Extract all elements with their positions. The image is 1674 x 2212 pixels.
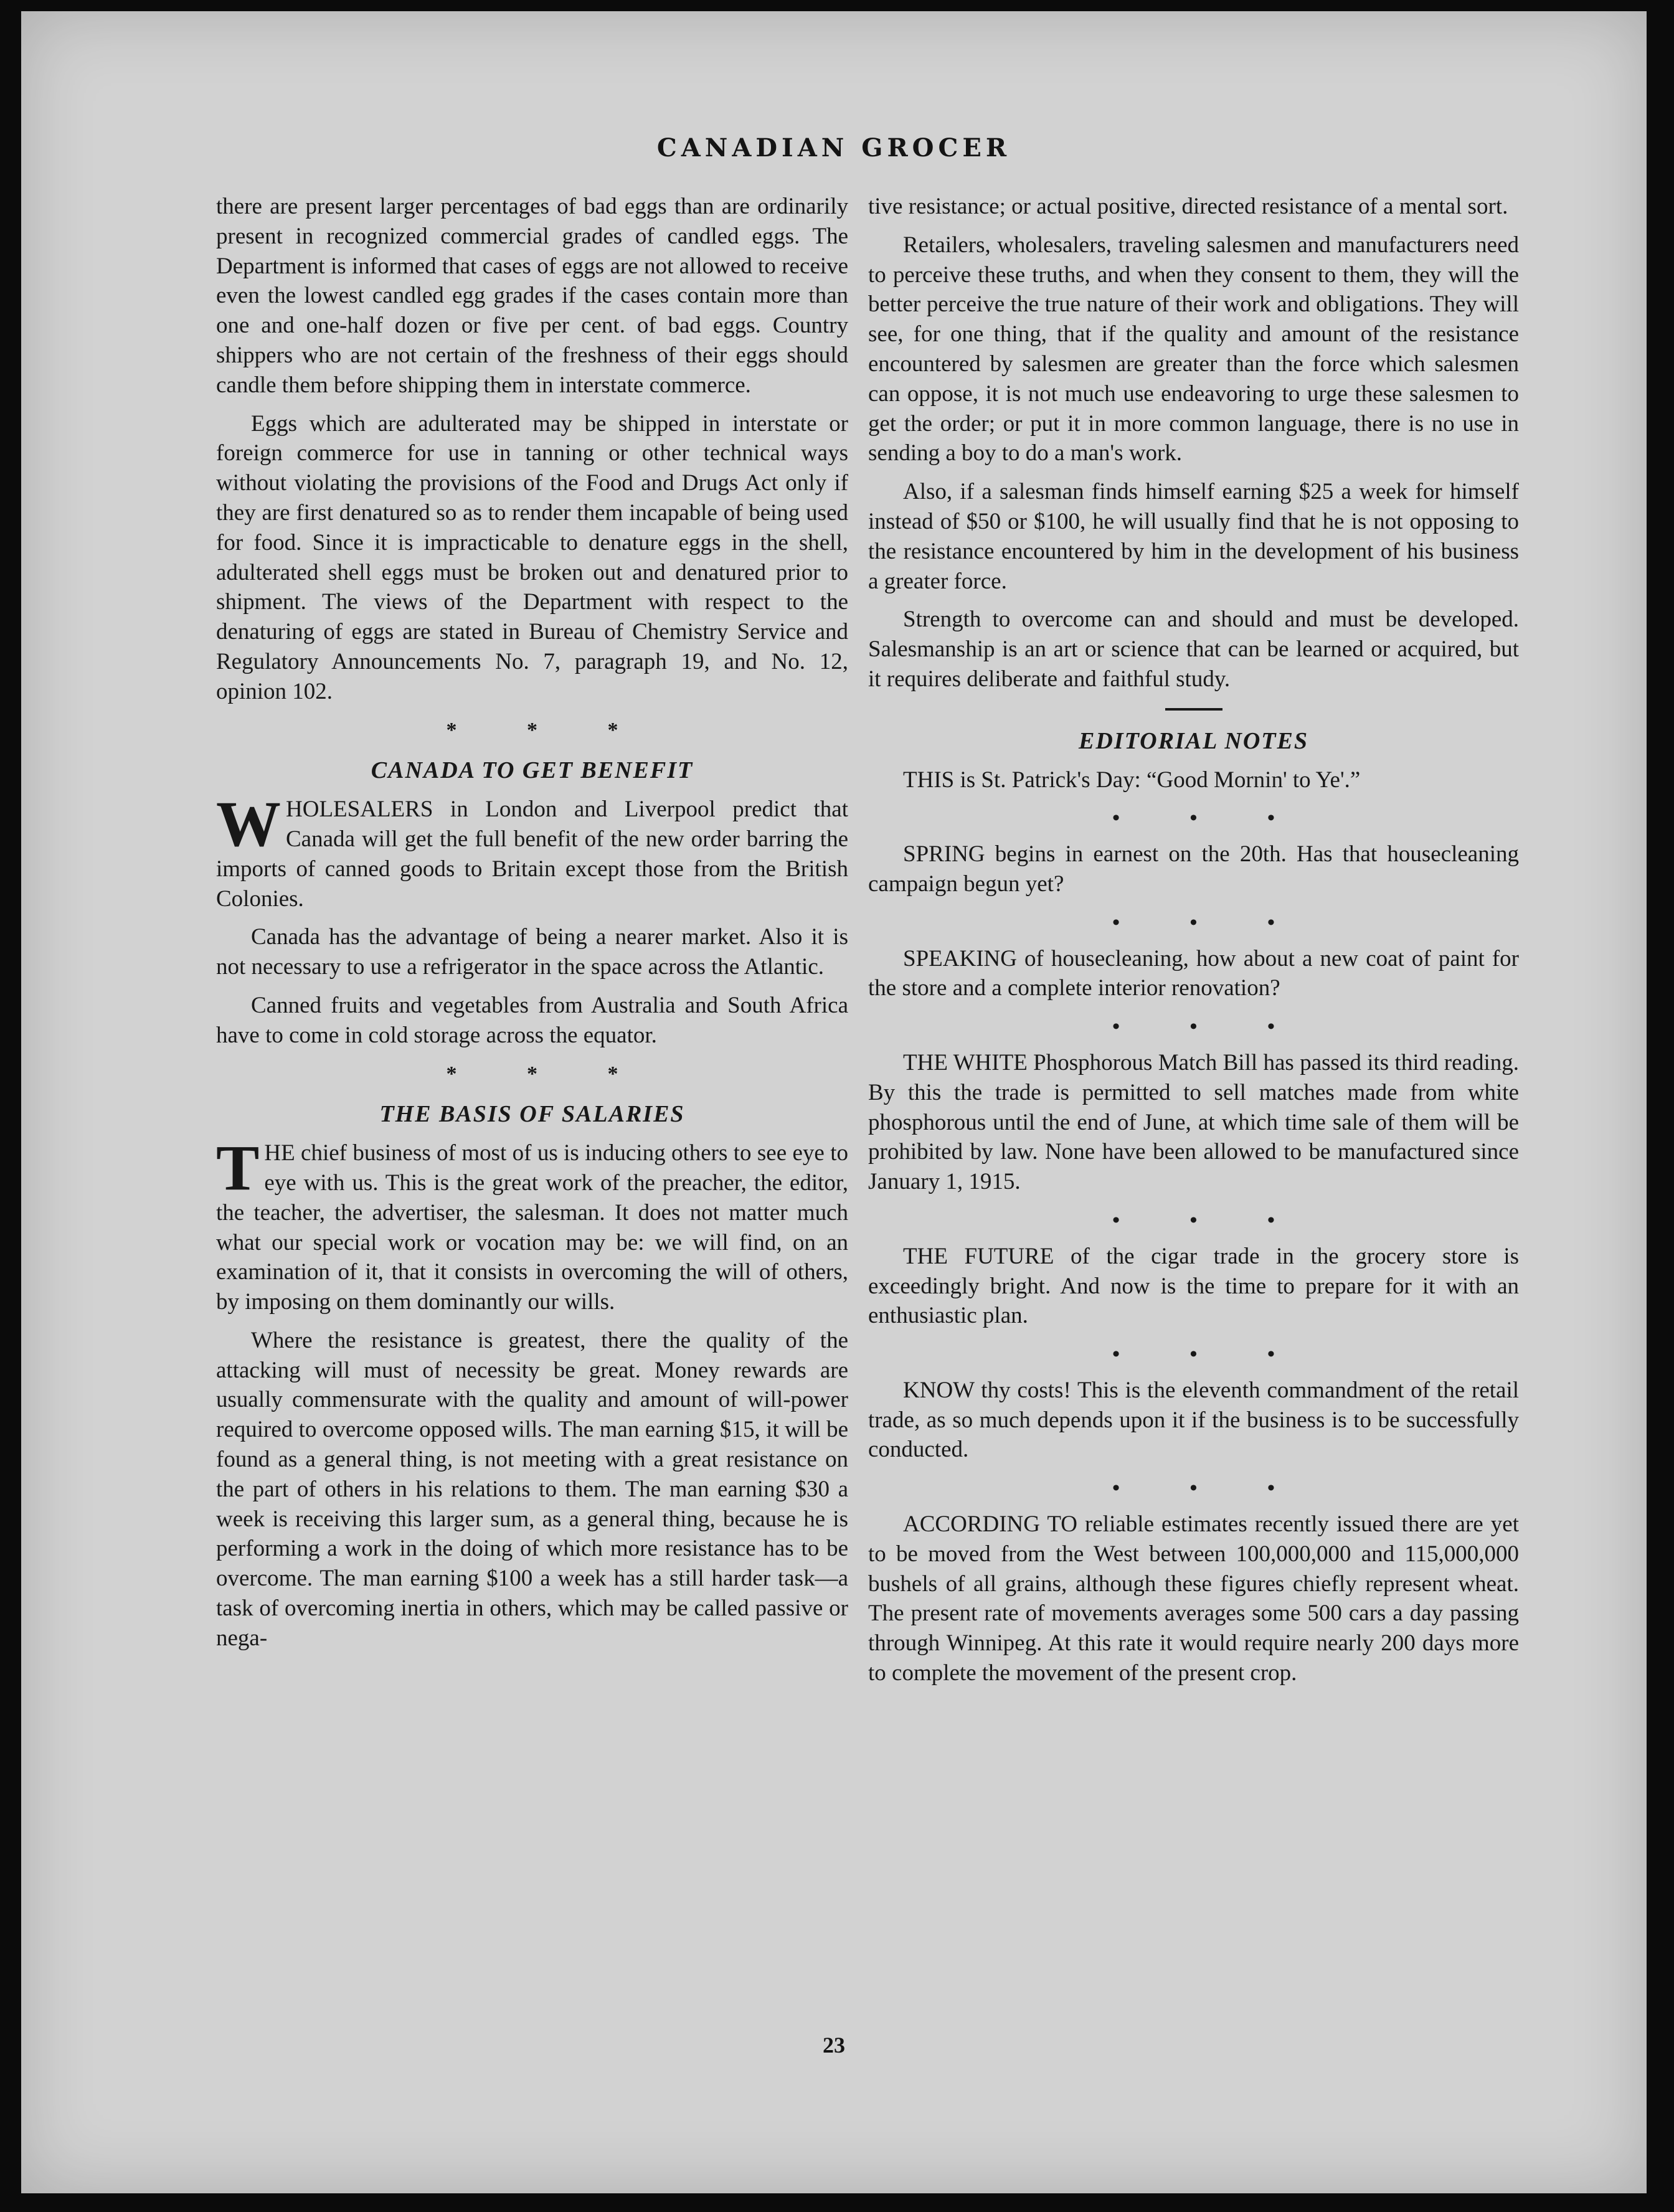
section-heading-editorial: EDITORIAL NOTES xyxy=(1079,727,1308,754)
article-paragraph: Also, if a salesman finds himself earning $25 a week for himself instead of $50 or $100, he will usually find that he is not opposing to the resistance encountered by him in the development of his business a greater force. xyxy=(868,479,1519,594)
editorial-note: SPEAKING of housecleaning, how about a new coat of paint for the store and a complete interior renovation? xyxy=(868,945,1519,1001)
note-separator: • • • xyxy=(1112,1343,1307,1366)
lead-paragraph-canada xyxy=(216,788,848,914)
article-paragraph: Eggs which are adulterated may be shipped in interstate or foreign commerce for use in tanning or other technical ways without violating the provisions of the Food and Drugs Act only if they are first denatured so as to render them incapable of being used for food. Since it is impracticable to denature eggs in the shell, adulterated shell eggs must be broken out and denatured prior to shipment. The views of the Department with respect to the denaturing of eggs are stated in Bureau of Chemistry Service and Regulatory Announcements No. 7, paragraph 19, and No. 12, opinion 102. xyxy=(216,410,848,704)
lead-paragraph-salaries xyxy=(216,1132,848,1317)
article-continuation-paragraph: there are present larger percentages of bad eggs than are ordinarily present in recognized commercial grades of candled eggs. The Department is informed that cases of eggs are not allowed to receive even the lowest candled egg grades if the cases contain more than one and one-half dozen or five per cent. of bad eggs. Country shippers who are not certain of the freshness of their eggs should candle them before shipping them in interstate commerce. xyxy=(216,194,848,398)
note-separator: • • • xyxy=(1112,1015,1307,1039)
lead-text: HOLESALERS in London and Liverpool predict that Canada will get the full benefit of the new order barring the imports of canned goods to Britain except those from the British Colonies. xyxy=(216,796,848,912)
editorial-note: THE WHITE Phosphorous Match Bill has passed its third reading. By this the trade is permitted to sell matches made from white phosphorous until the end of June, at which time sale of them will be prohibited by law. None have been allowed to be manufactured since January 1, 1915. xyxy=(868,1049,1519,1195)
note-separator: • • • xyxy=(1112,1477,1307,1500)
note-separator: • • • xyxy=(1112,1208,1307,1232)
article-continuation-paragraph: tive resistance; or actual positive, directed resistance of a mental sort. xyxy=(868,194,1508,219)
article-paragraph: Canada has the advantage of being a nearer market. Also it is not necessary to use a refrigerator in the space across the Atlantic. xyxy=(216,924,848,980)
page-number: 23 xyxy=(823,2033,845,2058)
editorial-note: THIS is St. Patrick's Day: “Good Mornin' to Ye'.” xyxy=(903,767,1361,793)
section-heading-canada: CANADA TO GET BENEFIT xyxy=(371,757,694,784)
section-heading-salaries: THE BASIS OF SALARIES xyxy=(379,1101,685,1128)
editorial-note: ACCORDING TO reliable estimates recently issued there are yet to be moved from the West between 100,000,000 and 115,000,000 bushels of all grains, although these figures chiefly represent wheat. The present rate of movements averages some 500 cars a day passing through Winnipeg. At this rate it would require nearly 200 days more to complete the movement of the present crop. xyxy=(868,1511,1519,1686)
running-head: CANADIAN GROCER xyxy=(656,133,1011,163)
editorial-note: THE FUTURE of the cigar trade in the grocery store is exceedingly bright. And now is the time to prepare for it with an enthusiastic plan. xyxy=(868,1243,1519,1329)
magazine-page xyxy=(21,11,1647,2193)
lead-text: HE chief business of most of us is inducing others to see eye to eye with us. This is the great work of the preacher, the editor, the teacher, the advertiser, the salesman. It does not matter much what our special work or vocation may be: we will find, on an examination of it, that it consists in overcoming the will of others, by imposing on them dominantly our wills. xyxy=(216,1140,848,1315)
left-column xyxy=(216,192,848,1662)
editorial-note: SPRING begins in earnest on the 20th. Has that housecleaning campaign begun yet? xyxy=(868,841,1519,897)
section-separator: * * * xyxy=(446,718,651,742)
note-separator: • • • xyxy=(1112,910,1307,934)
article-paragraph: Where the resistance is greatest, there the quality of the attacking will must of necessity be great. Money rewards are usually commensurate with the quality and amount of will-power required to overcome opposed wills. The man earning $15, it will be found as a general thing, is not meeting with a great resistance on the part of others in his relations to them. The man earning $30 a week is receiving this larger sum, as a general thing, because he is performing a work in the doing of which more resistance has to be overcome. The man earning $100 a week has a still harder task—a task of overcoming inertia in others, which may be called passive or nega- xyxy=(216,1327,848,1651)
section-separator: * * * xyxy=(446,1062,651,1085)
article-paragraph: Canned fruits and vegetables from Australia and South Africa have to come in cold storage across the equator. xyxy=(216,992,848,1048)
note-separator: • • • xyxy=(1112,806,1307,830)
article-paragraph: Strength to overcome can and should and must be developed. Salesmanship is an art or science that can be learned or acquired, but it requires deliberate and faithful study. xyxy=(868,607,1519,692)
drop-cap: W xyxy=(216,788,281,861)
divider-rule xyxy=(1165,708,1222,711)
right-column xyxy=(868,192,1519,1697)
editorial-note: KNOW thy costs! This is the eleventh commandment of the retail trade, as so much depends upon it if the business is to be successfully conducted. xyxy=(868,1377,1519,1463)
article-paragraph: Retailers, wholesalers, traveling salesmen and manufacturers need to perceive these truths, and when they consent to them, they will the better perceive the true nature of their work and obligations. They will see, for one thing, that if the quality and amount of the resistance encountered by salesmen are greater than the force which salesmen can oppose, it is not much use endeavoring to urge these salesmen to get the order; or put it in more common language, there is no use in sending a boy to do a man's work. xyxy=(868,232,1519,466)
drop-cap: T xyxy=(216,1132,260,1204)
